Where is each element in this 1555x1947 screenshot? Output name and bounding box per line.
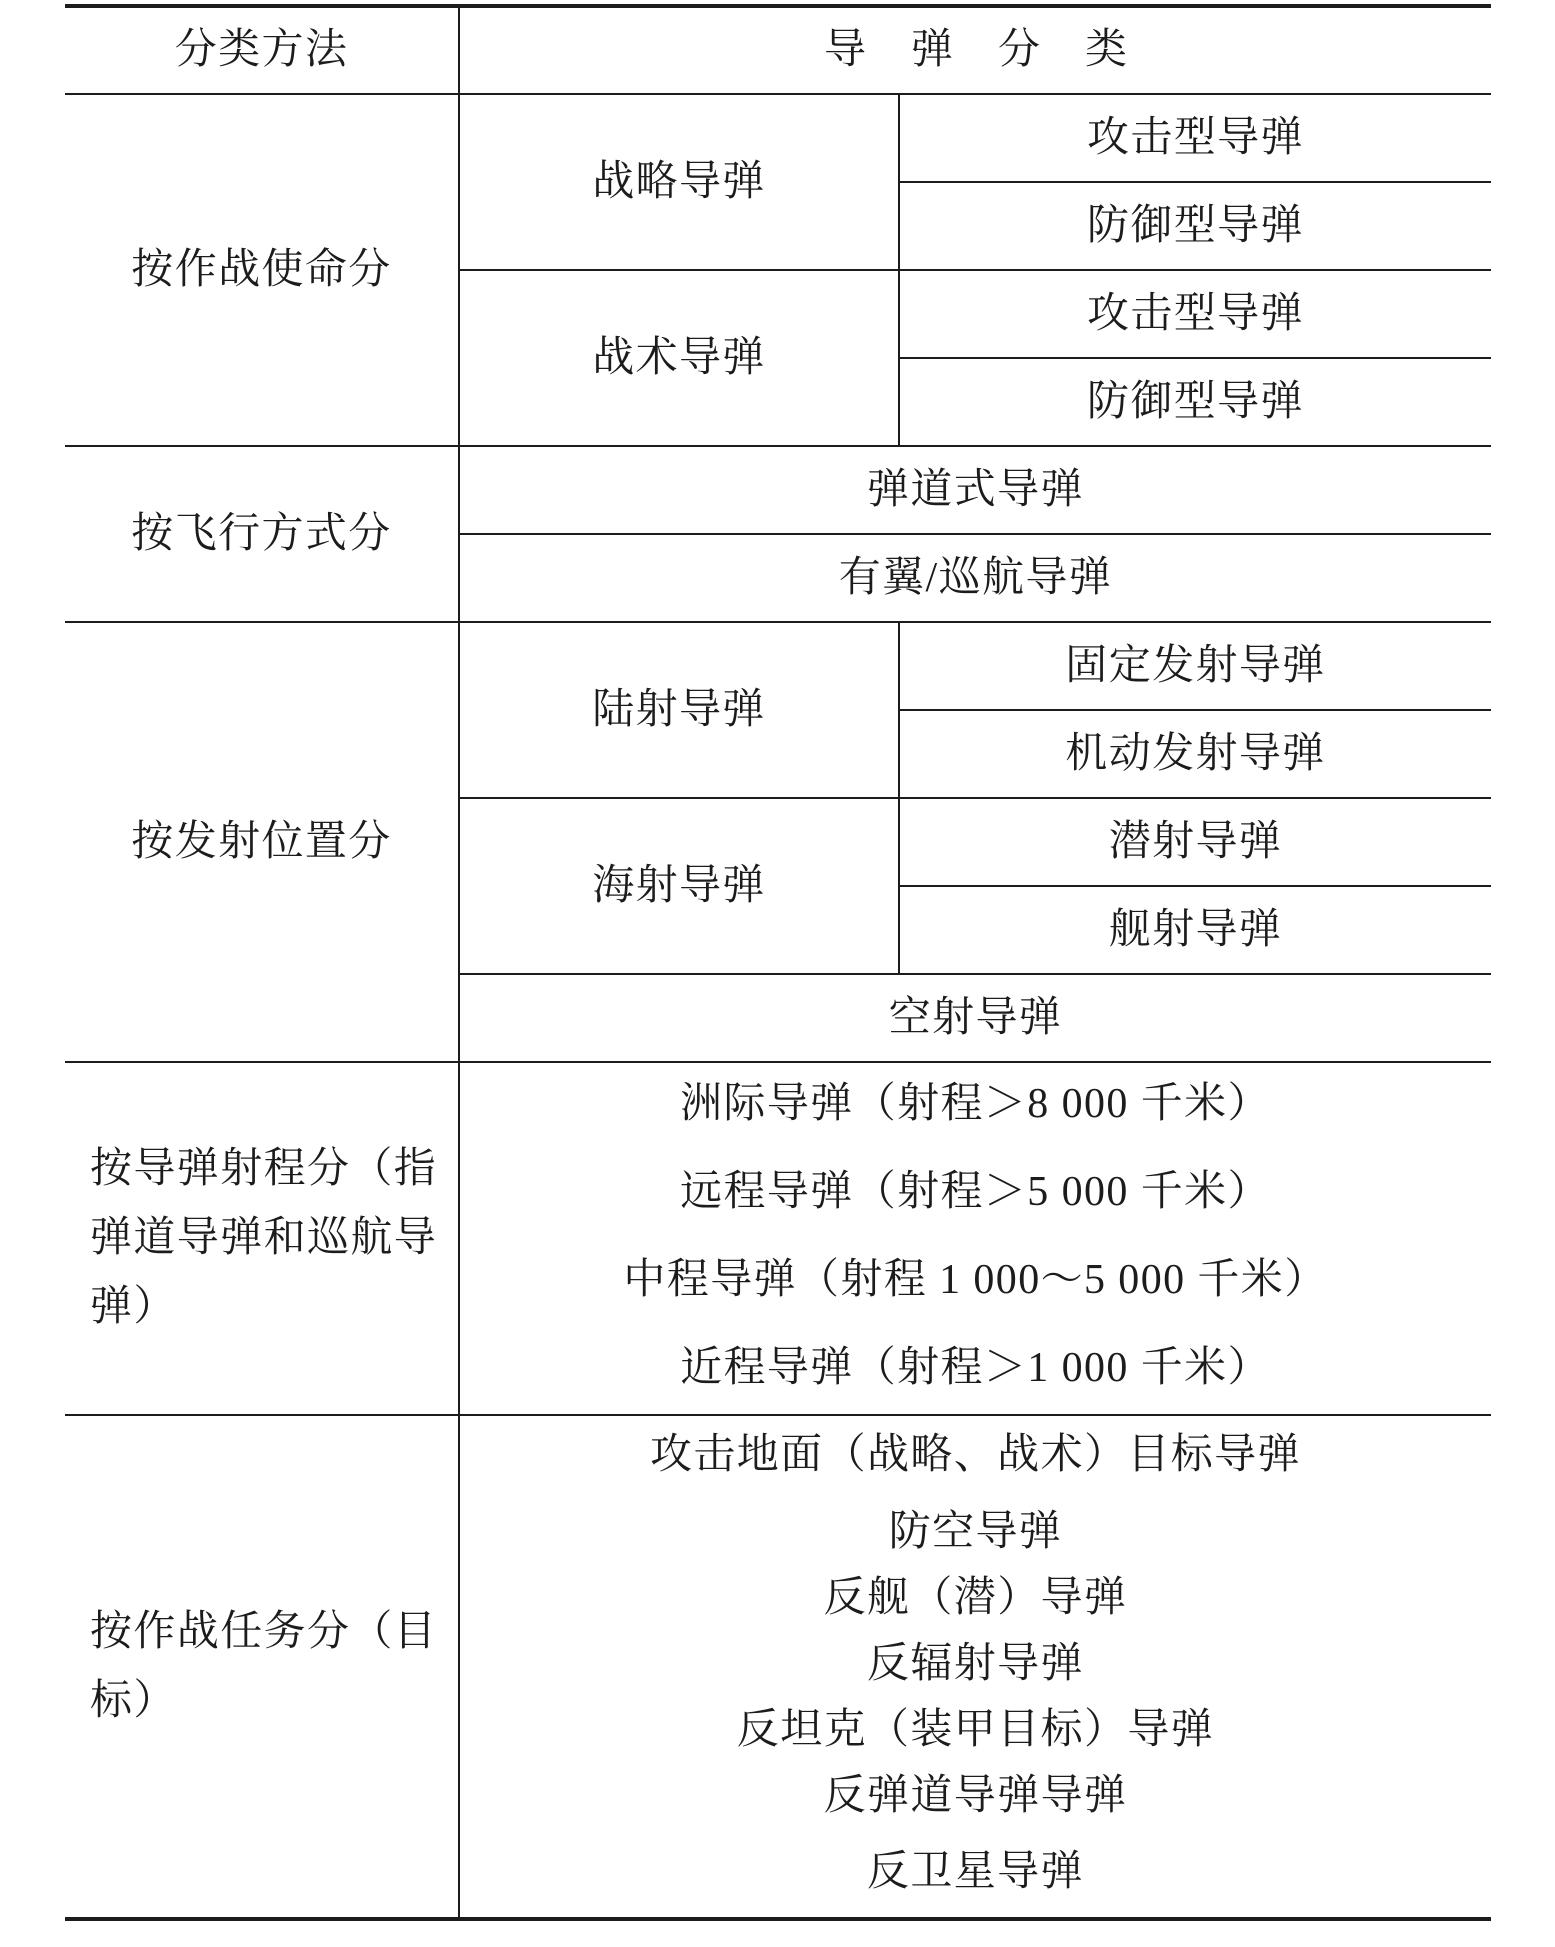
type-cell-strategic-defensive: 防御型导弹 xyxy=(900,183,1491,271)
method-cell-combat-task xyxy=(65,1416,460,1917)
list-item: 防空导弹 xyxy=(888,1509,1063,1555)
list-item: 远程导弹（射程＞5 000 千米） xyxy=(680,1169,1271,1215)
list-item: 近程导弹（射程＞1 000 千米） xyxy=(680,1345,1271,1391)
type-cell-submarine-launched: 潜射导弹 xyxy=(900,799,1491,887)
list-item: 反辐射导弹 xyxy=(866,1641,1084,1687)
group-cell-strategic-missile: 战略导弹 xyxy=(460,95,900,271)
method-cell-flight-mode: 按飞行方式分 xyxy=(65,447,460,623)
range-item-list xyxy=(460,1063,1491,1416)
method-cell-range xyxy=(65,1063,460,1416)
method-label-range: 按导弹射程分（指弹道导弹和巡航导弹） xyxy=(90,1146,438,1330)
type-cell-tactical-offensive: 攻击型导弹 xyxy=(900,271,1491,359)
group-cell-tactical-missile: 战术导弹 xyxy=(460,271,900,447)
item-cell-winged-cruise-missile: 有翼/巡航导弹 xyxy=(460,535,1491,623)
item-cell-ballistic-missile: 弹道式导弹 xyxy=(460,447,1491,535)
method-label-combat-task: 按作战任务分（目标） xyxy=(90,1608,438,1724)
type-cell-strategic-offensive: 攻击型导弹 xyxy=(900,95,1491,183)
list-item: 反坦克（装甲目标）导弹 xyxy=(736,1707,1215,1753)
method-cell-launch-position: 按发射位置分 xyxy=(65,623,460,1063)
group-cell-sea-launched: 海射导弹 xyxy=(460,799,900,975)
list-item: 反卫星导弹 xyxy=(866,1849,1084,1895)
header-classification-method: 分类方法 xyxy=(65,8,460,95)
list-item: 中程导弹（射程 1 000～5 000 千米） xyxy=(623,1257,1328,1303)
task-item-list xyxy=(460,1416,1491,1917)
list-item: 反弹道导弹导弹 xyxy=(823,1773,1128,1819)
type-cell-fixed-launch: 固定发射导弹 xyxy=(900,623,1491,711)
list-item: 攻击地面（战略、战术）目标导弹 xyxy=(649,1432,1301,1478)
type-cell-tactical-defensive: 防御型导弹 xyxy=(900,359,1491,447)
method-cell-combat-mission: 按作战使命分 xyxy=(65,95,460,447)
type-cell-mobile-launch: 机动发射导弹 xyxy=(900,711,1491,799)
list-item: 反舰（潜）导弹 xyxy=(823,1575,1128,1621)
header-missile-category: 导弹分类 xyxy=(460,8,1491,95)
type-cell-ship-launched: 舰射导弹 xyxy=(900,887,1491,975)
group-cell-land-launched: 陆射导弹 xyxy=(460,623,900,799)
missile-classification-table xyxy=(65,4,1491,1921)
list-item: 洲际导弹（射程＞8 000 千米） xyxy=(680,1081,1271,1127)
item-cell-air-launched: 空射导弹 xyxy=(460,975,1491,1063)
